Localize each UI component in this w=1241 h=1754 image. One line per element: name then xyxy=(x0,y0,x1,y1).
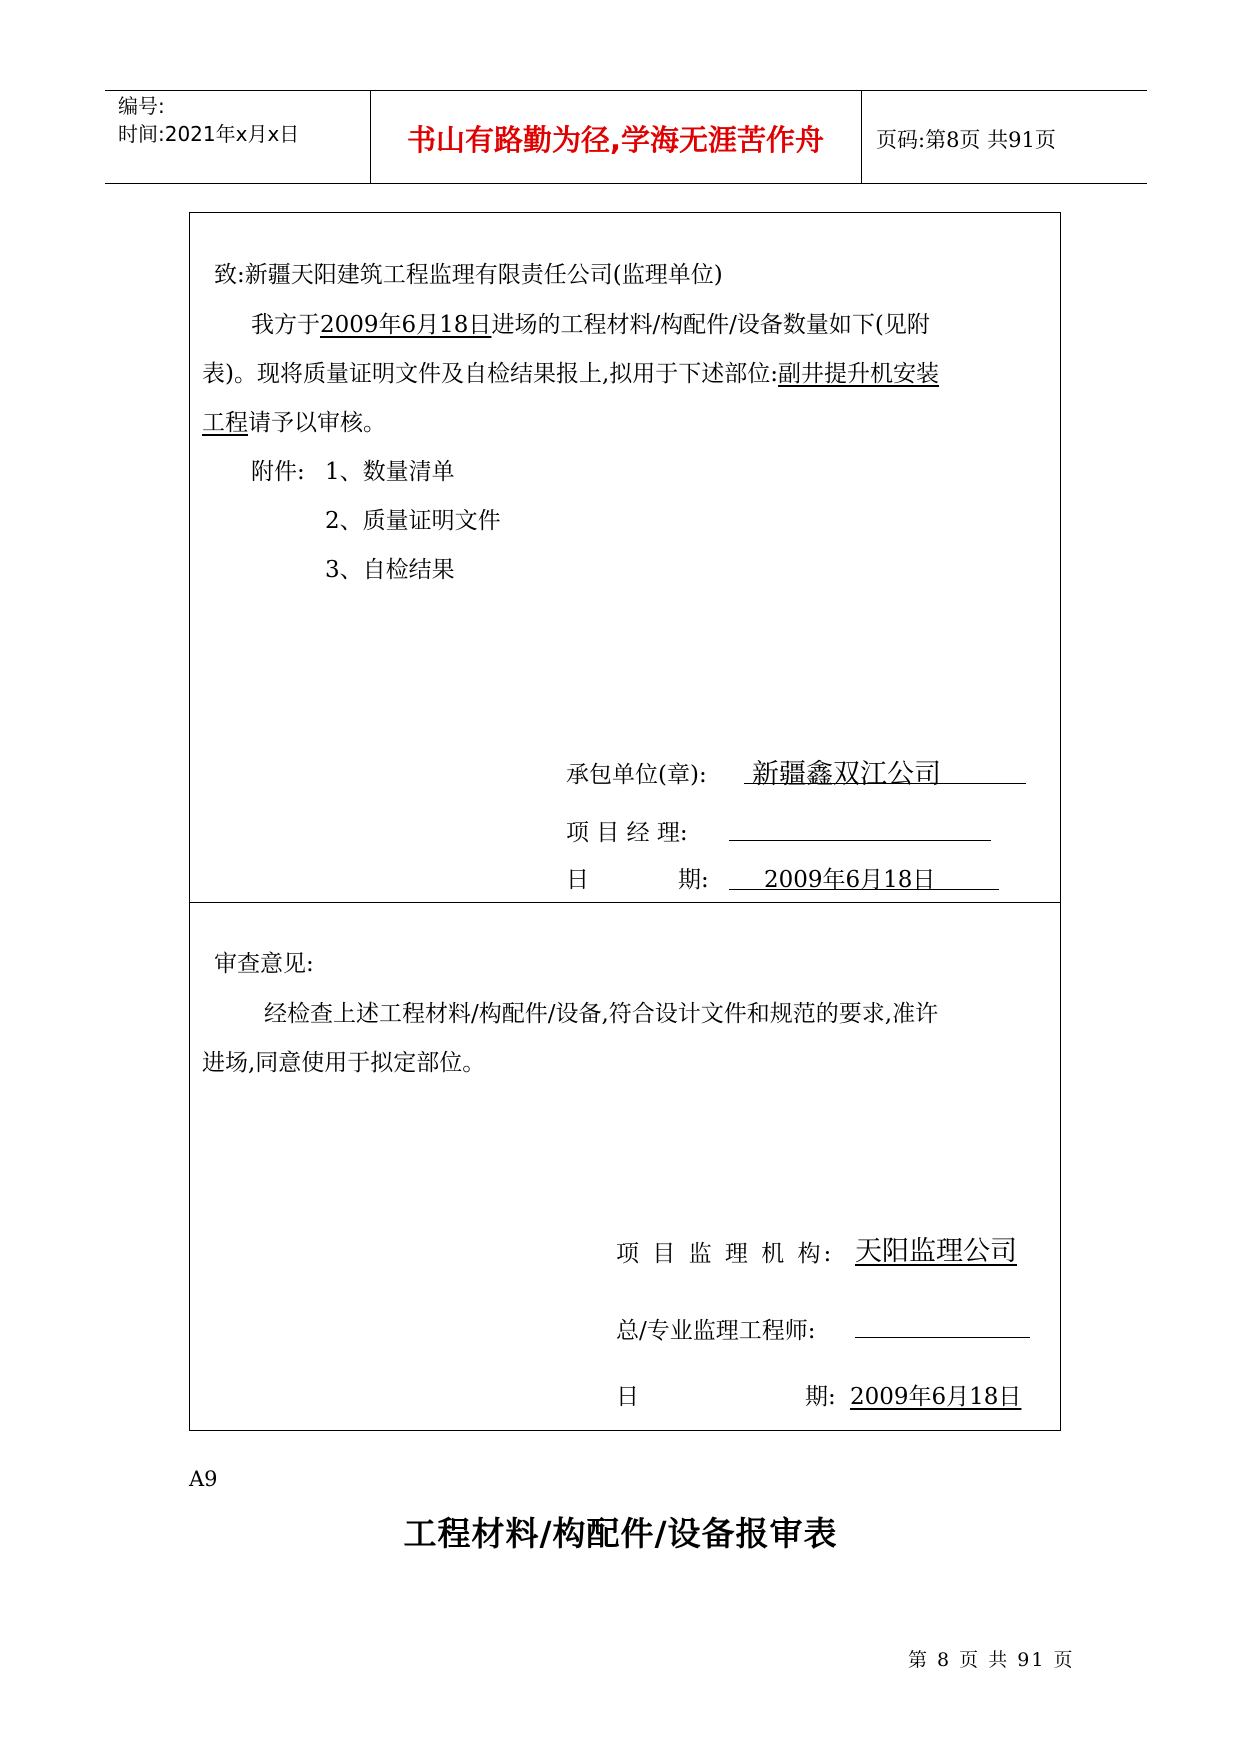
form-code: A9 xyxy=(189,1467,218,1491)
contractor-date-underline xyxy=(729,889,999,890)
header-meta xyxy=(118,92,299,148)
review-line2: 进场,同意使用于拟定部位。 xyxy=(202,1050,486,1076)
entry-date: 2009年6月18日 xyxy=(320,312,492,338)
form-paragraph-line3: 工程请予以审核。 xyxy=(202,410,386,436)
install-location: 副井提升机安装 xyxy=(778,361,940,387)
install-location-cont: 工程 xyxy=(202,410,248,436)
agency-label: 项 目 监 理 机 构: xyxy=(616,1241,835,1267)
contractor-date: 2009年6月18日 xyxy=(764,867,936,893)
header-time: 时间:2021年x月x日 xyxy=(118,122,300,146)
form-to-line: 致:新疆天阳建筑工程监理有限责任公司(监理单位) xyxy=(214,262,723,288)
contractor-value: 新疆鑫双江公司 xyxy=(752,759,941,790)
page-footer: 第 8 页 共 91 页 xyxy=(908,1649,1075,1671)
form-title: 工程材料/构配件/设备报审表 xyxy=(403,1514,838,1553)
header-bottom-rule xyxy=(105,183,1147,184)
agency-value: 天阳监理公司 xyxy=(855,1236,1017,1267)
form-paragraph-line2: 表)。现将质量证明文件及自检结果报上,拟用于下述部位:副井提升机安装 xyxy=(202,361,940,387)
project-manager-field xyxy=(729,840,991,841)
engineer-field xyxy=(855,1337,1030,1338)
project-manager-label: 项 目 经 理: xyxy=(566,820,688,846)
attachments-label: 附件: xyxy=(251,459,305,485)
attachment-item: 1、数量清单 xyxy=(325,459,455,485)
form-row-divider xyxy=(189,902,1060,903)
contractor-underline xyxy=(744,783,1026,784)
review-label: 审查意见: xyxy=(214,951,314,977)
contractor-date-label-2: 期: xyxy=(678,867,709,893)
supervisor-date-label-1: 日 xyxy=(616,1384,639,1410)
attachment-item: 2、质量证明文件 xyxy=(325,508,501,534)
header-motto: 书山有路勤为径,学海无涯苦作舟 xyxy=(406,123,825,157)
supervisor-date: 2009年6月18日 xyxy=(850,1384,1022,1410)
form-paragraph-line1: 我方于2009年6月18日进场的工程材料/构配件/设备数量如下(见附 xyxy=(251,312,930,338)
engineer-label: 总/专业监理工程师: xyxy=(616,1318,816,1344)
review-line1: 经检查上述工程材料/构配件/设备,符合设计文件和规范的要求,准许 xyxy=(264,1001,939,1027)
header-number: 编号: xyxy=(118,94,165,118)
header-top-rule xyxy=(105,90,1147,91)
contractor-label: 承包单位(章): xyxy=(566,762,707,788)
contractor-date-label-1: 日 xyxy=(566,867,589,893)
attachment-item: 3、自检结果 xyxy=(325,557,455,583)
header-divider-right xyxy=(861,90,862,183)
header-page-number: 页码:第8页 共91页 xyxy=(876,128,1056,152)
supervisor-date-label-2: 期: xyxy=(805,1384,836,1410)
